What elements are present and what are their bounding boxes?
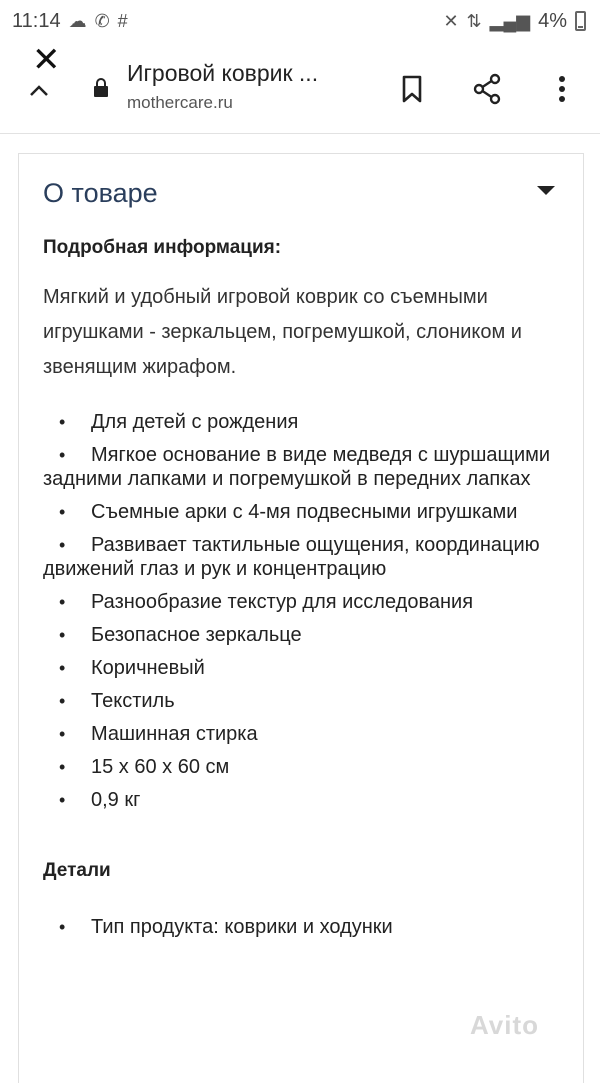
product-description: Мягкий и удобный игровой коврик со съемными игрушками - зеркальцем, погремушкой, слоником и звенящим жирафом. — [43, 286, 522, 378]
caret-down-icon[interactable] — [537, 186, 555, 195]
list-item: • Мягкое основание в виде медведя с шуршащими задними лапками и погремушкой в передних лапках — [43, 444, 551, 490]
avito-watermark: Avito — [470, 1010, 540, 1040]
section-title[interactable]: О товаре — [43, 178, 158, 208]
page-title-area[interactable] — [127, 60, 318, 113]
battery-percent: 4% — [538, 9, 567, 32]
data-icon: ⇅ — [466, 10, 482, 31]
feature-list — [43, 410, 583, 812]
page-title: Игровой коврик ... — [127, 60, 319, 86]
list-item: • Разнообразие текстур для исследования — [59, 591, 474, 613]
grid-icon: # — [117, 10, 128, 31]
list-item: • 0,9 кг — [59, 789, 141, 811]
lock-icon — [93, 78, 109, 98]
viber-icon: ✆ — [94, 10, 110, 31]
share-icon[interactable] — [470, 72, 504, 106]
product-section — [18, 153, 584, 1083]
mute-icon: ✕ — [443, 10, 459, 31]
list-item: • Для детей с рождения — [59, 411, 299, 433]
more-vert-icon[interactable] — [545, 72, 579, 106]
status-bar — [0, 0, 600, 42]
list-item: • 15 х 60 х 60 см — [59, 756, 230, 778]
status-time: 11:14 — [12, 9, 61, 32]
status-right — [443, 10, 586, 33]
battery-icon — [575, 11, 586, 31]
list-item: • Машинная стирка — [59, 723, 258, 745]
list-item: • Безопасное зеркальце — [59, 624, 302, 646]
list-item: • Коричневый — [59, 657, 205, 679]
list-item: • Съемные арки с 4-мя подвесными игрушками — [59, 501, 518, 523]
list-item: • Текстиль — [59, 690, 175, 712]
list-item: • Развивает тактильные ощущения, координацию движений глаз и рук и концентрацию — [43, 534, 540, 580]
page-url: mothercare.ru — [127, 93, 233, 112]
chevron-up-icon[interactable] — [28, 80, 50, 102]
list-item: • Тип продукта: коврики и ходунки — [59, 916, 393, 938]
bookmark-icon[interactable] — [395, 72, 429, 106]
details-heading: Детали — [43, 860, 111, 881]
details-list — [43, 915, 583, 939]
details-subheading: Подробная информация: — [43, 237, 282, 258]
browser-toolbar — [0, 42, 600, 134]
close-icon[interactable]: ✕ — [32, 41, 61, 79]
signal-icon: ▂▄▆ — [489, 10, 531, 31]
status-left — [12, 10, 128, 33]
weather-icon: ☁ — [68, 10, 87, 31]
